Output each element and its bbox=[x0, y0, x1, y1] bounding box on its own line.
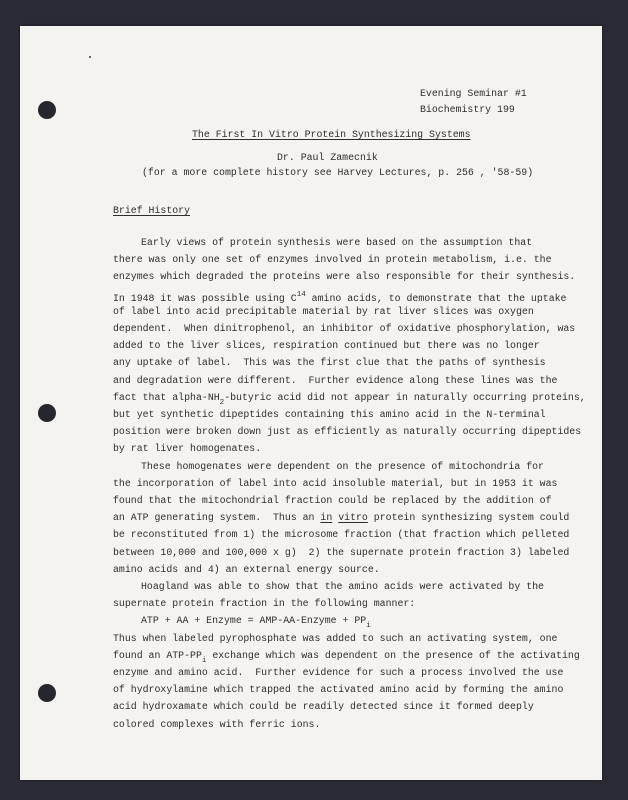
superscript: 14 bbox=[296, 290, 306, 299]
text-segment: fact that alpha-NH bbox=[113, 391, 220, 403]
section-heading: Brief History bbox=[113, 205, 191, 216]
text-segment: colored complexes with ferric ions. bbox=[113, 718, 321, 730]
text-line bbox=[113, 512, 569, 524]
seminar-label: Evening Seminar #1 bbox=[420, 88, 527, 99]
text-segment: of hydroxylamine which trapped the activated amino acid by forming the amino bbox=[113, 684, 564, 696]
text-line bbox=[113, 633, 557, 645]
ink-speck bbox=[89, 56, 91, 58]
text-segment: found that the mitochondrial fraction could be replaced by the addition of bbox=[113, 495, 552, 506]
text-line bbox=[113, 650, 580, 667]
text-line bbox=[113, 529, 569, 541]
document-title: The First In Vitro Protein Synthesizing Systems bbox=[192, 129, 471, 140]
author: Dr. Paul Zamecnik bbox=[277, 152, 378, 163]
text-line bbox=[113, 598, 415, 610]
text-segment: Thus when labeled pyrophosphate was added to such an activating system, one bbox=[113, 632, 558, 644]
text-line bbox=[113, 443, 261, 455]
text-segment: exchange which was dependent on the presence of the activating bbox=[206, 649, 580, 661]
text-line bbox=[113, 495, 552, 507]
text-segment: Early views of protein synthesis were based on the assumption that bbox=[141, 237, 533, 248]
text-segment: by rat liver homogenates. bbox=[113, 443, 262, 455]
text-line bbox=[113, 701, 534, 713]
text-segment: added to the liver slices, respiration continued but there was no longer bbox=[113, 340, 540, 352]
underlined-text: in bbox=[320, 512, 333, 524]
text-segment: enzyme and amino acid. Further evidence for such a process involved the use bbox=[113, 667, 564, 678]
text-segment: protein synthesizing system could bbox=[367, 512, 570, 524]
text-segment: acid hydroxamate which could be readily detected since it formed deeply bbox=[113, 701, 534, 713]
text-line bbox=[113, 426, 581, 438]
text-line bbox=[141, 461, 544, 473]
text-segment: any uptake of label. This was the first clue that the paths of synthesis bbox=[113, 357, 546, 369]
text-segment: of label into acid precipitable material by rat liver slices was oxygen bbox=[113, 305, 534, 317]
text-segment: In 1948 it was possible using C bbox=[113, 292, 297, 304]
text-segment: supernate protein fraction in the following manner: bbox=[113, 598, 416, 610]
punch-hole bbox=[38, 101, 56, 119]
text-line bbox=[113, 254, 552, 266]
text-line bbox=[113, 375, 557, 387]
text-segment: Hoagland was able to show that the amino acids were activated by the bbox=[141, 581, 544, 592]
text-line bbox=[141, 237, 532, 249]
text-segment: -butyric acid did not appear in naturally occurring proteins, bbox=[224, 391, 586, 403]
text-line bbox=[113, 271, 575, 283]
text-line bbox=[113, 340, 540, 352]
text-segment: and degradation were different. Further evidence along these lines was the bbox=[113, 374, 558, 386]
text-segment: there was only one set of enzymes involved in protein metabolism, i.e. the bbox=[113, 254, 552, 266]
text-line bbox=[113, 667, 563, 679]
text-line bbox=[113, 684, 563, 696]
subscript: i bbox=[201, 656, 207, 665]
text-line bbox=[141, 615, 371, 632]
text-line bbox=[113, 392, 586, 409]
text-segment: found an ATP-PP bbox=[113, 649, 202, 661]
text-segment: the incorporation of label into acid insoluble material, but in 1953 it was bbox=[113, 477, 558, 489]
text-segment: enzymes which degraded the proteins were also responsible for their synthesis. bbox=[113, 271, 576, 283]
text-segment: amino acids and 4) an external energy source. bbox=[113, 563, 380, 575]
text-line bbox=[113, 409, 546, 421]
text-segment: between 10,000 and 100,000 x g) 2) the supernate protein fraction 3) labeled bbox=[113, 546, 570, 558]
text-line bbox=[113, 547, 569, 559]
text-line bbox=[113, 289, 566, 305]
subscript: 2 bbox=[219, 398, 225, 407]
punch-hole bbox=[38, 684, 56, 702]
text-segment: These homogenates were dependent on the presence of mitochondria for bbox=[141, 460, 544, 472]
text-line bbox=[113, 357, 546, 369]
text-line bbox=[113, 306, 534, 318]
course-label: Biochemistry 199 bbox=[420, 104, 515, 115]
text-segment: ATP + AA + Enzyme = AMP-AA-Enzyme + PP bbox=[141, 615, 367, 627]
underlined-text: vitro bbox=[338, 512, 368, 524]
text-segment: amino acids, to demonstrate that the uptake bbox=[305, 292, 567, 304]
text-segment: but yet synthetic dipeptides containing this amino acid in the N-terminal bbox=[113, 409, 546, 420]
text-line bbox=[113, 564, 380, 576]
text-line bbox=[113, 719, 320, 731]
text-segment: be reconstituted from 1) the microsome fraction (that fraction which pelleted bbox=[113, 529, 570, 541]
subscript: i bbox=[366, 622, 371, 631]
text-line bbox=[113, 323, 575, 335]
punch-hole bbox=[38, 404, 56, 422]
text-line bbox=[113, 478, 557, 490]
text-segment: an ATP generating system. Thus an bbox=[113, 512, 321, 524]
text-segment: dependent. When dinitrophenol, an inhibitor of oxidative phosphorylation, was bbox=[113, 323, 576, 334]
text-line bbox=[141, 581, 544, 593]
reference-note: (for a more complete history see Harvey Lectures, p. 256 , '58-59) bbox=[142, 167, 534, 178]
text-segment: position were broken down just as efficiently as naturally occurring dipeptides bbox=[113, 426, 582, 438]
